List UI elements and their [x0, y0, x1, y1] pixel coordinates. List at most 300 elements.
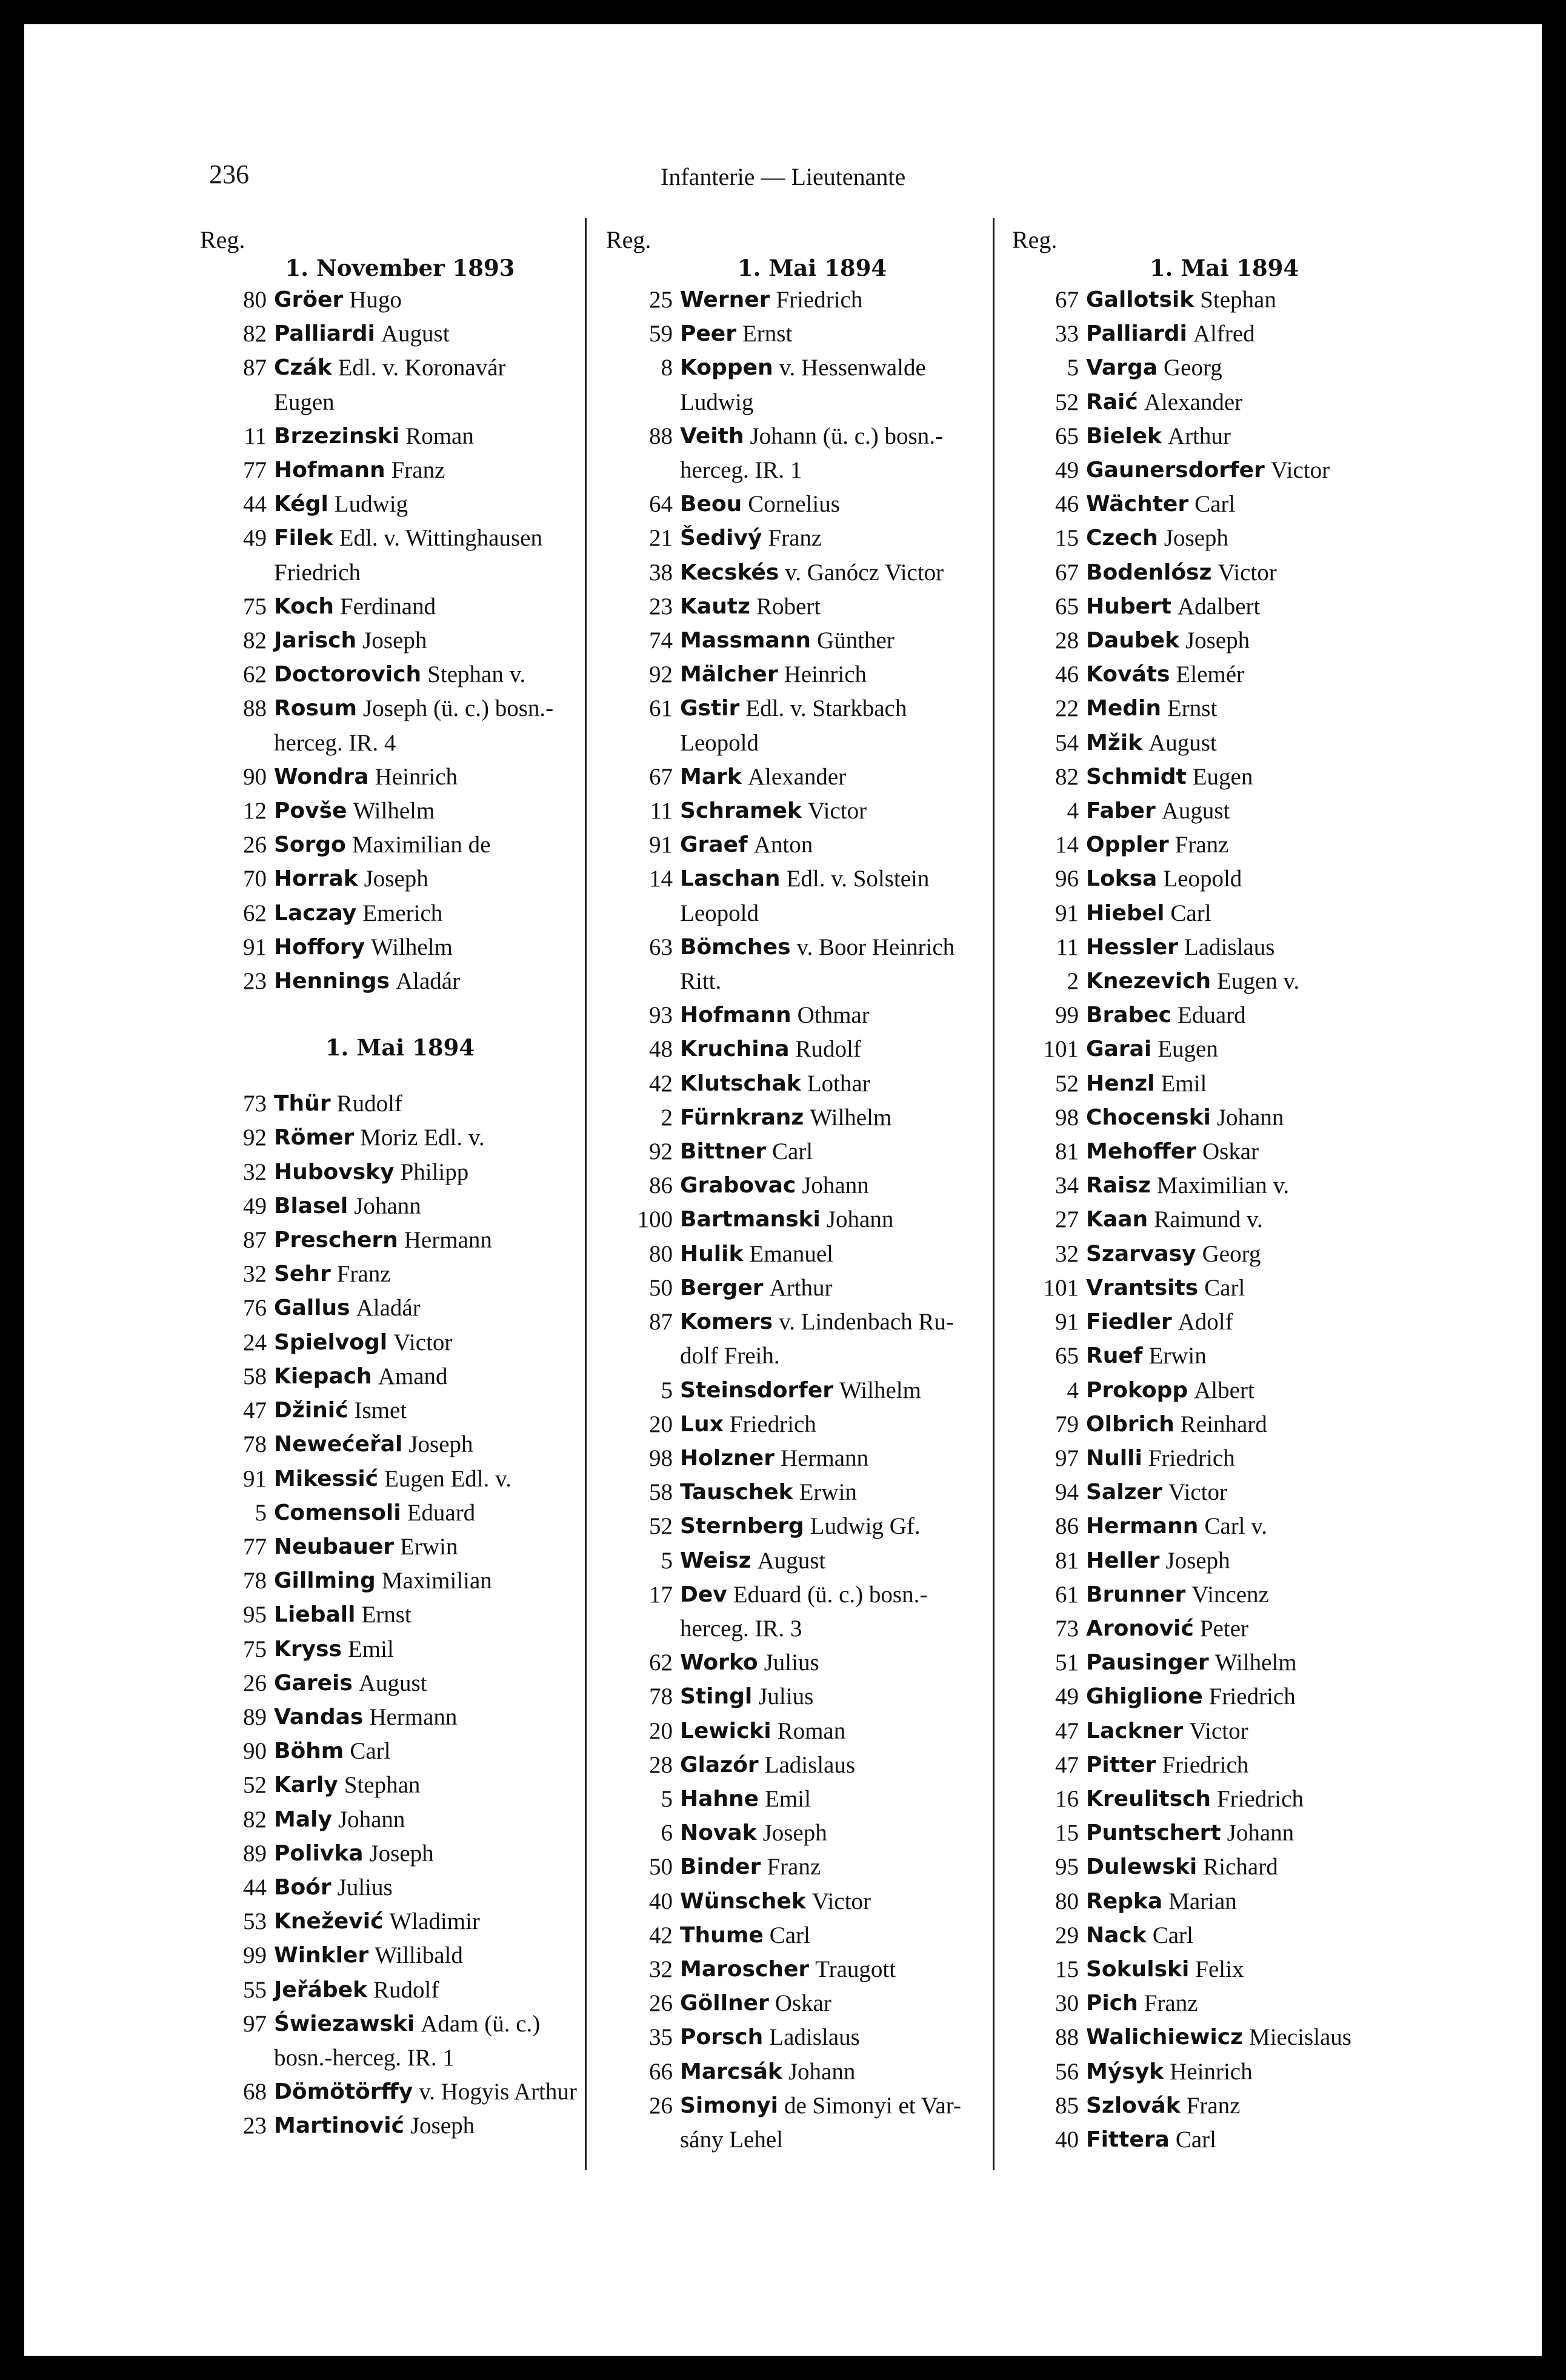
regiment-number: 14 — [649, 866, 673, 892]
surname: Neubauer — [274, 1534, 395, 1559]
surname: Knezevich — [1086, 969, 1211, 994]
regiment-number: 55 — [243, 1976, 267, 2003]
given-name: Hermann — [780, 1445, 869, 1471]
regiment-number: 12 — [243, 798, 267, 824]
regiment-number: 97 — [1055, 1445, 1079, 1471]
given-name: Philipp — [400, 1158, 469, 1185]
regiment-number: 38 — [649, 559, 673, 586]
list-item — [624, 1203, 1000, 1237]
regiment-number: 2 — [661, 1104, 673, 1131]
regiment-number: 95 — [243, 1602, 267, 1628]
regiment-number: 91 — [649, 832, 673, 858]
list-item — [218, 1768, 582, 1802]
surname: Kiepach — [274, 1363, 372, 1389]
regiment-number: 100 — [637, 1206, 673, 1233]
list-item — [1030, 1509, 1418, 1543]
given-name: Ladislaus — [764, 1751, 856, 1778]
given-name: Edl. v. Koronavár — [338, 355, 506, 381]
surname: Gstir — [680, 696, 740, 721]
given-name: Ernst — [361, 1602, 411, 1628]
given-name: Rudolf — [795, 1036, 861, 1063]
list-item — [1030, 487, 1418, 521]
list-item — [218, 1394, 582, 1428]
given-name: Carl — [350, 1738, 391, 1765]
surname: Berger — [680, 1275, 764, 1300]
given-name: Amand — [378, 1363, 448, 1389]
given-name: Miecislaus — [1249, 2024, 1351, 2051]
document-page — [24, 24, 1542, 2356]
list-item — [1030, 1850, 1418, 1884]
list-item — [1030, 590, 1418, 624]
given-name: Wladimir — [389, 1908, 480, 1935]
given-name: Willibald — [375, 1942, 463, 1969]
surname: Czák — [274, 355, 332, 381]
regiment-number: 49 — [243, 525, 267, 552]
given-name: Heinrich — [784, 661, 867, 688]
list-item — [1030, 1953, 1418, 1987]
list-item — [1030, 1101, 1418, 1135]
given-name: Victor — [1218, 559, 1277, 586]
given-name: de Simonyi et Var- — [784, 2092, 961, 2119]
surname: Holzner — [680, 1445, 775, 1471]
given-name: Richard — [1203, 1854, 1278, 1880]
surname: Pich — [1086, 1991, 1138, 2016]
regiment-number: 23 — [649, 593, 673, 620]
given-name: Carl — [1194, 491, 1236, 518]
surname: Faber — [1086, 798, 1156, 824]
regiment-number: 40 — [649, 1888, 673, 1914]
surname: Szlovák — [1086, 2093, 1181, 2118]
regiment-number: 61 — [1055, 1581, 1079, 1608]
surname: Hermann — [1086, 1514, 1199, 1539]
list-item — [624, 1782, 1000, 1816]
given-name: Joseph — [1185, 627, 1250, 654]
surname: Comensoli — [274, 1500, 401, 1525]
surname: Kautz — [680, 593, 750, 619]
surname: Mikessić — [274, 1466, 379, 1491]
surname: Povše — [274, 798, 347, 824]
list-item — [1030, 2089, 1418, 2123]
section-heading: 1. Mai 1894 — [1149, 255, 1299, 281]
list-item — [1030, 1612, 1418, 1646]
surname: Fiedler — [1086, 1309, 1172, 1335]
given-name: Aladár — [395, 968, 461, 995]
regiment-number: 82 — [243, 321, 267, 347]
given-name: Marian — [1168, 1888, 1237, 1914]
list-item — [218, 1633, 582, 1666]
regiment-number: 35 — [649, 2024, 673, 2051]
list-item — [218, 1530, 582, 1564]
given-name: v. Hogyis Arthur — [419, 2079, 577, 2105]
surname: Simonyi — [680, 2093, 778, 2118]
regiment-number: 26 — [243, 832, 267, 858]
surname: Jeřábek — [274, 1977, 367, 2002]
list-item — [218, 2075, 582, 2109]
given-name: Maximilian — [381, 1568, 492, 1594]
regiment-number: 50 — [649, 1854, 673, 1880]
regiment-number: 75 — [243, 593, 267, 620]
regiment-number: 63 — [649, 934, 673, 960]
given-name: Alexander — [747, 763, 847, 790]
surname: Spielvogl — [274, 1329, 388, 1355]
list-item — [218, 590, 582, 624]
given-name: Ladislaus — [1184, 934, 1275, 960]
regiment-number: 91 — [1055, 1309, 1079, 1335]
surname: Raisz — [1086, 1173, 1151, 1198]
given-name: Julius — [758, 1683, 814, 1710]
entry-continuation: dolf Freih. — [680, 1343, 780, 1369]
regiment-number: 90 — [243, 763, 267, 790]
given-name: Wilhelm — [810, 1104, 892, 1131]
surname: Marcsák — [680, 2059, 782, 2084]
regiment-number: 30 — [1055, 1990, 1079, 2017]
regiment-number: 29 — [1055, 1922, 1079, 1948]
given-name: Adalbert — [1177, 593, 1261, 620]
regiment-number: 65 — [1055, 423, 1079, 449]
given-name: Georg — [1202, 1240, 1261, 1267]
list-item — [218, 453, 582, 487]
surname: Filek — [274, 526, 333, 551]
surname: Wondra — [274, 764, 369, 789]
given-name: Eduard (ü. c.) bosn.- — [733, 1581, 928, 1608]
regiment-number: 5 — [1067, 355, 1079, 381]
regiment-number: 89 — [243, 1703, 267, 1730]
list-item — [624, 1544, 1000, 1578]
surname: Wächter — [1086, 492, 1189, 517]
surname: Hofmann — [274, 458, 385, 483]
surname: Binder — [680, 1854, 761, 1880]
regiment-number: 99 — [243, 1942, 267, 1969]
given-name: Julius — [764, 1650, 819, 1676]
surname: Klutschak — [680, 1071, 801, 1096]
list-item — [218, 828, 582, 862]
list-item — [1030, 692, 1418, 726]
surname: Pitter — [1086, 1752, 1156, 1777]
regiment-number: 25 — [649, 287, 673, 313]
list-item — [218, 794, 582, 828]
regiment-number: 86 — [1055, 1513, 1079, 1540]
section-heading: 1. Mai 1894 — [737, 255, 887, 281]
surname: Medin — [1086, 696, 1161, 721]
list-item — [624, 1680, 1000, 1714]
given-name: Victor — [393, 1329, 453, 1355]
given-name: Günther — [817, 627, 895, 654]
surname: Mýsyk — [1086, 2059, 1164, 2084]
list-item — [1030, 1714, 1418, 1748]
given-name: August — [358, 1670, 427, 1696]
regiment-number: 28 — [1055, 627, 1079, 654]
regiment-number: 93 — [649, 1002, 673, 1029]
regiment-number: 59 — [649, 321, 673, 347]
surname: Maroscher — [680, 1956, 810, 1982]
list-item — [624, 1305, 1000, 1339]
regiment-number: 33 — [1055, 321, 1079, 347]
surname: Wünschek — [680, 1888, 806, 1914]
regiment-number: 97 — [243, 2010, 267, 2037]
surname: Varga — [1086, 355, 1158, 381]
given-name: Franz — [336, 1261, 391, 1288]
regiment-number: 27 — [1055, 1206, 1079, 1233]
surname: Gareis — [274, 1670, 353, 1696]
surname: Bielek — [1086, 423, 1162, 449]
given-name: v. Ganócz Victor — [785, 559, 944, 586]
given-name: Ludwig — [334, 491, 408, 518]
regiment-number: 87 — [649, 1309, 673, 1335]
list-item — [218, 1087, 582, 1121]
surname: Maly — [274, 1807, 332, 1832]
list-item — [1030, 556, 1418, 590]
list-item — [218, 351, 582, 385]
surname: Bittner — [680, 1139, 766, 1165]
given-name: Friedrich — [1148, 1445, 1235, 1471]
regiment-number: 66 — [649, 2058, 673, 2085]
given-name: Johann — [1216, 1104, 1284, 1131]
regiment-number: 86 — [649, 1172, 673, 1199]
regiment-number: 42 — [649, 1922, 673, 1948]
surname: Doctorovich — [274, 662, 422, 687]
regiment-number: 52 — [243, 1772, 267, 1799]
list-item — [1030, 1169, 1418, 1203]
given-name: Emil — [1161, 1070, 1207, 1097]
list-item — [218, 1666, 582, 1700]
surname: Kruchina — [680, 1037, 790, 1062]
regiment-number: 75 — [243, 1636, 267, 1662]
given-name: Johann — [788, 2058, 856, 2085]
list-item — [624, 828, 1000, 862]
column-rule-1 — [585, 218, 587, 2170]
entry-continuation: herceg. IR. 3 — [680, 1615, 802, 1642]
regiment-number: 23 — [243, 968, 267, 995]
list-item — [624, 998, 1000, 1032]
regiment-number: 62 — [243, 900, 267, 926]
surname: Sokulski — [1086, 1956, 1190, 1982]
given-name: Ernst — [742, 321, 793, 347]
list-item — [624, 487, 1000, 521]
entry-continuation: sány Lehel — [680, 2126, 784, 2153]
given-name: Joseph — [369, 1840, 434, 1867]
regiment-number: 67 — [1055, 559, 1079, 586]
regiment-number: 23 — [243, 2113, 267, 2139]
surname: Gröer — [274, 287, 344, 312]
surname: Kováts — [1086, 662, 1170, 687]
regiment-number: 26 — [243, 1670, 267, 1696]
regiment-number: 67 — [649, 763, 673, 790]
surname: Horrak — [274, 866, 358, 892]
list-item — [1030, 351, 1418, 385]
given-name: Rudolf — [373, 1976, 439, 2003]
given-name: Johann — [354, 1192, 421, 1219]
regiment-number: 32 — [1055, 1240, 1079, 1267]
given-name: Friedrich — [1216, 1785, 1304, 1812]
list-item — [218, 964, 582, 998]
column-3 — [1012, 226, 1418, 2157]
list-item — [624, 1953, 1000, 1987]
list-item — [624, 283, 1000, 317]
surname: Garai — [1086, 1037, 1152, 1062]
surname: Beou — [680, 492, 742, 517]
list-item — [218, 1598, 582, 1632]
surname: Šedivý — [680, 526, 762, 551]
list-item — [624, 1408, 1000, 1442]
regiment-number: 88 — [1055, 2024, 1079, 2051]
regiment-number: 78 — [243, 1431, 267, 1458]
list-item — [624, 862, 1000, 896]
given-name: Rudolf — [336, 1091, 402, 1117]
regiment-number: 20 — [649, 1411, 673, 1437]
regiment-number: 64 — [649, 491, 673, 518]
surname: Puntschert — [1086, 1820, 1221, 1846]
reg-label: Reg. — [606, 226, 651, 253]
regiment-number: 53 — [243, 1908, 267, 1935]
regiment-number: 16 — [1055, 1785, 1079, 1812]
section-heading: 1. November 1893 — [285, 255, 515, 281]
list-item — [218, 1257, 582, 1291]
given-name: Othmar — [797, 1002, 870, 1029]
surname: Aronović — [1086, 1616, 1194, 1641]
given-name: Stephan v. — [427, 661, 526, 688]
given-name: Edl. v. Wittinghausen — [339, 525, 542, 552]
surname: Salzer — [1086, 1480, 1162, 1505]
given-name: Ladislaus — [769, 2024, 860, 2051]
list-item — [624, 1748, 1000, 1782]
list-item — [1030, 1305, 1418, 1339]
list-item — [624, 624, 1000, 658]
list-item — [1030, 1271, 1418, 1305]
regiment-number: 70 — [243, 866, 267, 892]
surname: Mžik — [1086, 730, 1143, 755]
list-item — [1030, 1544, 1418, 1578]
regiment-number: 91 — [1055, 900, 1079, 926]
list-item — [1030, 1885, 1418, 1919]
list-item — [218, 1973, 582, 2007]
surname: Laschan — [680, 866, 781, 892]
surname: Oppler — [1086, 832, 1169, 858]
regiment-number: 88 — [243, 695, 267, 722]
regiment-number: 81 — [1055, 1547, 1079, 1574]
surname: Świezawski — [274, 2011, 415, 2036]
entry-continuation: herceg. IR. 1 — [680, 457, 802, 484]
list-item — [624, 931, 1000, 964]
list-item — [624, 2055, 1000, 2089]
list-item — [624, 1135, 1000, 1169]
surname: Hessler — [1086, 934, 1178, 960]
surname: Karly — [274, 1773, 338, 1798]
surname: Brzezinski — [274, 423, 400, 449]
list-item — [218, 1326, 582, 1360]
surname: Fürnkranz — [680, 1105, 804, 1130]
surname: Lieball — [274, 1602, 356, 1628]
list-item — [624, 556, 1000, 590]
surname: Pausinger — [1086, 1650, 1209, 1676]
regiment-number: 42 — [649, 1070, 673, 1097]
regiment-number: 65 — [1055, 593, 1079, 620]
surname: Lewicki — [680, 1718, 771, 1743]
given-name: Friedrich — [776, 287, 863, 313]
list-item — [1030, 317, 1418, 351]
regiment-number: 32 — [243, 1261, 267, 1288]
surname: Komers — [680, 1309, 773, 1335]
given-name: Carl — [769, 1922, 810, 1948]
given-name: Johann — [338, 1806, 405, 1833]
list-item — [1030, 521, 1418, 555]
regiment-number: 21 — [649, 525, 673, 552]
regiment-number: 44 — [243, 491, 267, 518]
regiment-number: 65 — [1055, 1343, 1079, 1369]
regiment-number: 58 — [243, 1363, 267, 1389]
regiment-number: 52 — [649, 1513, 673, 1540]
given-name: Johann — [802, 1172, 869, 1199]
regiment-number: 14 — [1055, 832, 1079, 858]
entry-continuation: Leopold — [680, 900, 759, 926]
list-item — [218, 897, 582, 931]
regiment-number: 5 — [661, 1785, 673, 1812]
given-name: August — [1148, 729, 1217, 756]
given-name: Franz — [1174, 832, 1229, 858]
given-name: Raimund v. — [1154, 1206, 1263, 1233]
given-name: August — [1161, 798, 1230, 824]
surname: Chocenski — [1086, 1105, 1211, 1130]
given-name: Edl. v. Solstein — [786, 866, 930, 892]
regiment-number: 77 — [243, 457, 267, 484]
entry-continuation: bosn.-herceg. IR. 1 — [274, 2044, 455, 2071]
list-item — [624, 1987, 1000, 2021]
list-item — [1030, 1067, 1418, 1101]
given-name: Carl — [772, 1138, 813, 1165]
regiment-number: 50 — [649, 1274, 673, 1301]
surname: Glazór — [680, 1752, 759, 1777]
regiment-number: 2 — [1067, 968, 1079, 995]
given-name: Joseph — [410, 2113, 475, 2139]
regiment-number: 32 — [243, 1158, 267, 1185]
surname: Nack — [1086, 1922, 1147, 1948]
regiment-number: 76 — [243, 1295, 267, 1322]
regiment-number: 77 — [243, 1533, 267, 1560]
given-name: Joseph — [1165, 1547, 1230, 1574]
list-item — [1030, 998, 1418, 1032]
list-item — [624, 1714, 1000, 1748]
surname: Walichiewicz — [1086, 2025, 1244, 2050]
surname: Sternberg — [680, 1514, 804, 1539]
regiment-number: 17 — [649, 1581, 673, 1608]
regiment-number: 26 — [649, 2092, 673, 2119]
regiment-number: 49 — [243, 1192, 267, 1219]
list-item — [1030, 726, 1418, 760]
list-item — [624, 1919, 1000, 1953]
regiment-number: 87 — [243, 1227, 267, 1254]
surname: Newećeřal — [274, 1432, 403, 1457]
regiment-number: 80 — [649, 1240, 673, 1267]
surname: Kryss — [274, 1636, 342, 1662]
given-name: Franz — [1186, 2092, 1241, 2119]
surname: Graef — [680, 832, 748, 858]
regiment-number: 96 — [1055, 866, 1079, 892]
entry-continuation: Eugen — [274, 389, 335, 415]
surname: Martinović — [274, 2113, 404, 2139]
given-name: Felix — [1195, 1956, 1244, 1982]
list-item — [1030, 420, 1418, 453]
given-name: Emanuel — [749, 1240, 834, 1267]
list-item — [1030, 658, 1418, 692]
regiment-number: 54 — [1055, 729, 1079, 756]
given-name: Emil — [347, 1636, 394, 1662]
regiment-number: 28 — [649, 1751, 673, 1778]
column-1 — [200, 226, 582, 2144]
given-name: Oskar — [775, 1990, 831, 2017]
surname: Preschern — [274, 1228, 398, 1253]
list-item — [1030, 1135, 1418, 1169]
surname: Loksa — [1086, 866, 1158, 892]
given-name: Alfred — [1193, 321, 1255, 347]
